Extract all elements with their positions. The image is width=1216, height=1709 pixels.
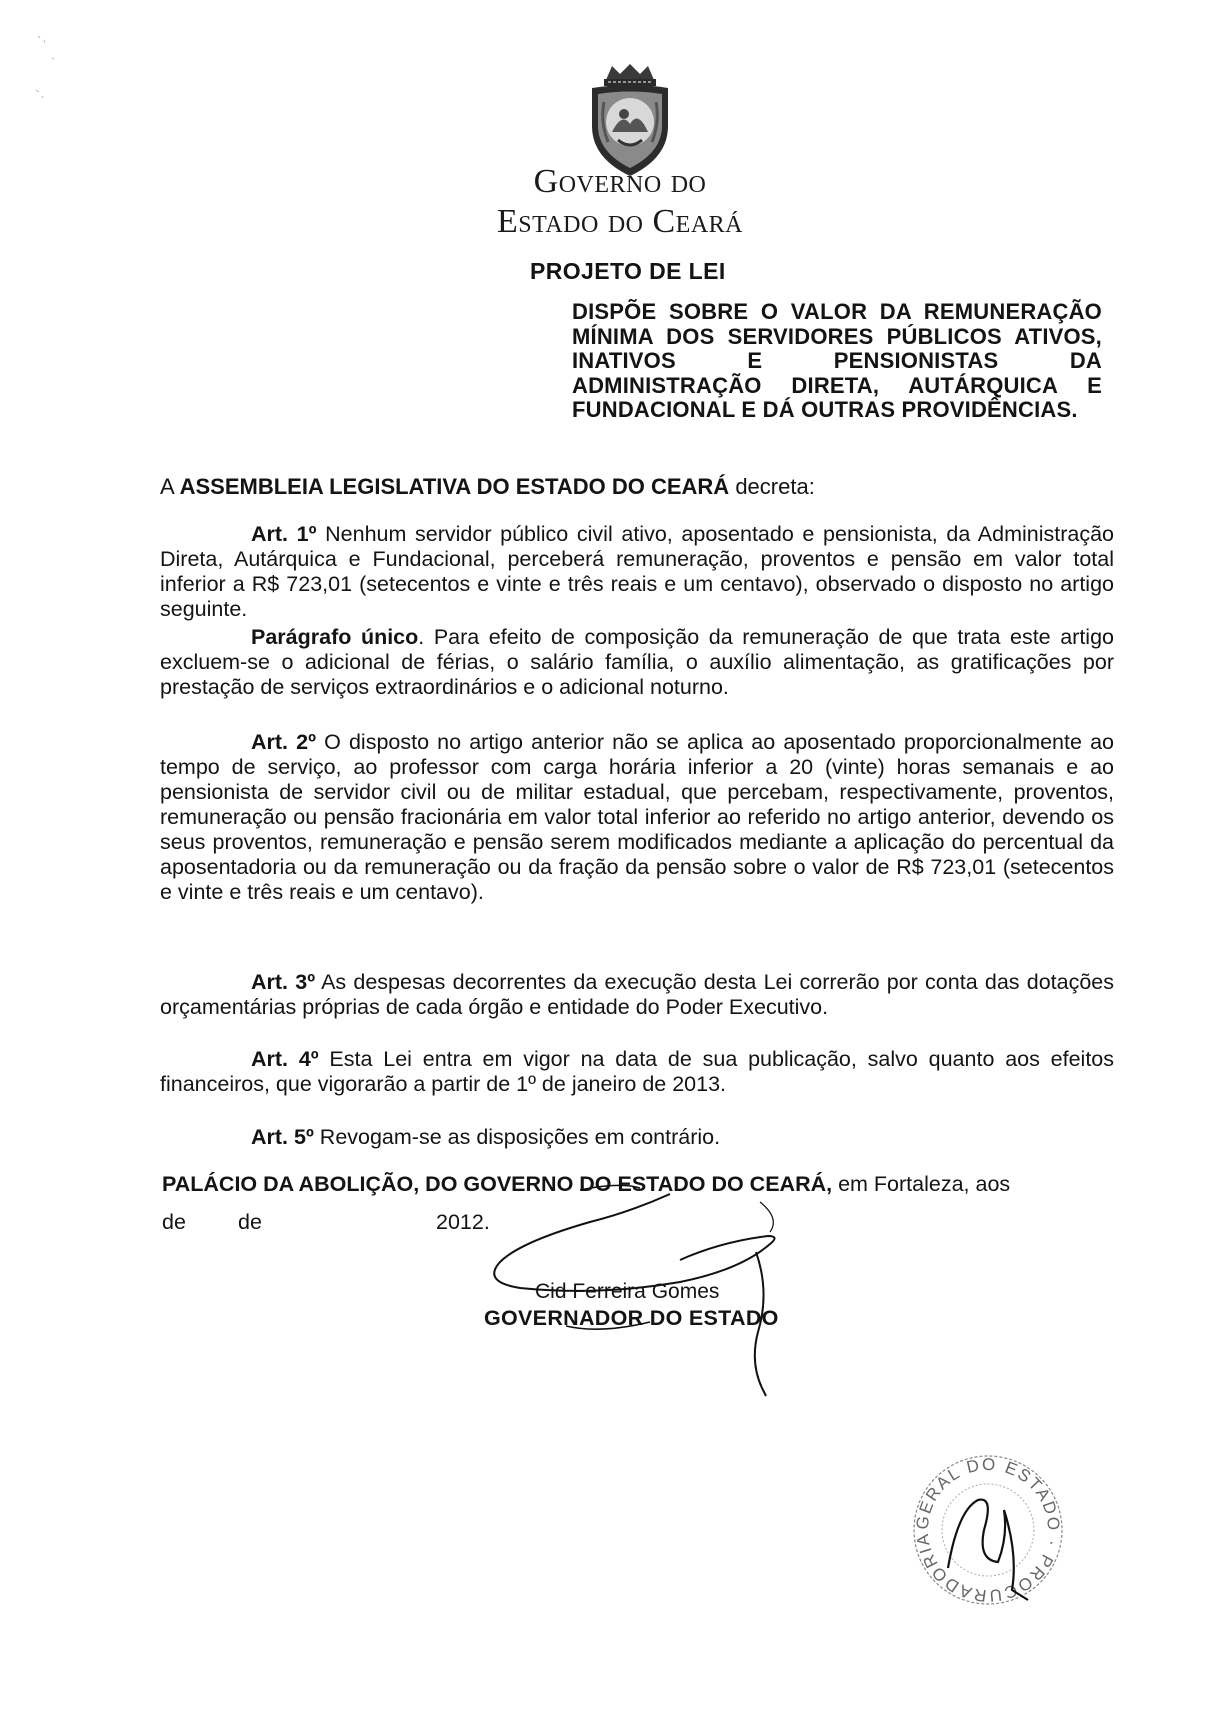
document-title: PROJETO DE LEI [530,258,726,284]
article-1-paragraph-label: Parágrafo único [251,625,419,649]
office-stamp-icon [908,1450,1068,1610]
article-1-text: Nenhum servidor público civil ativo, aposentado e pensionista, da Administração Direta, Autárquica e Fundacional, perceberá remuneração, proventos e pensão em valor total inferior a R$ 723,01 (setecentos e vinte e três reais e um centavo), observado o disposto no artigo seguinte. [160,522,1114,621]
government-name-line2: Estado do Ceará [496,203,744,241]
scan-artifact [30,30,70,110]
stamp-text: GERAL DO ESTADO · PROCURADORIA [912,1454,1064,1606]
bill-summary-line: DISPÕE SOBRE O VALOR DA REMUNERAÇÃO [572,299,1102,324]
closing-location: em Fortaleza, aos [832,1172,1011,1196]
enactment-prefix: A [160,474,180,499]
article-2 [160,730,1114,905]
enactment-clause [160,474,815,500]
bill-summary-line: INATIVOS E PENSIONISTAS DA [572,348,1102,373]
closing-palace: PALÁCIO DA ABOLIÇÃO, DO GOVERNO DO ESTADO DO CEARÁ, [162,1172,833,1196]
signer-role: GOVERNADOR DO ESTADO [484,1306,779,1330]
article-5-label: Art. 5º [251,1125,314,1149]
government-name-line1: Governo do [533,163,707,200]
government-name [470,162,770,242]
date-de-1: de [162,1210,186,1234]
enactment-body: ASSEMBLEIA LEGISLATIVA DO ESTADO DO CEARÁ [179,474,730,499]
handwritten-signature-icon [480,1182,840,1404]
signer-name: Cid Ferreira Gomes [535,1280,720,1303]
article-4 [160,1047,1114,1097]
bill-summary-line: MÍNIMA DOS SERVIDORES PÚBLICOS ATIVOS, [572,323,1102,349]
article-1-paragraph [160,625,1114,700]
bill-summary-line: ADMINISTRAÇÃO DIRETA, AUTÁRQUICA E [572,372,1102,398]
article-3 [160,970,1114,1020]
svg-text:GERAL DO ESTADO · PROCURADORIA [913,1455,1064,1606]
article-1 [160,522,1114,622]
article-5 [160,1125,1114,1150]
article-3-label: Art. 3º [251,970,316,994]
article-2-text: O disposto no artigo anterior não se aplica ao aposentado proporcionalmente ao tempo de serviço, ao professor com carga horária inferior a 20 (vinte) horas semanais e ao pensionista de servidor civil ou de militar estadual, que percebam, respectivamente, proventos, remuneração ou pensão fracionária em valor total inferior ao referido no artigo anterior, devendo os seus proventos, remuneração e pensão serem modificados mediante a aplicação do percentual da aposentadoria ou da remuneração ou da fração da pensão sobre o valor de R$ 723,01 (setecentos e vinte e três reais e um centavo). [160,730,1114,904]
date-year: 2012. [436,1210,490,1234]
bill-summary [572,300,1102,423]
bill-summary-line: FUNDACIONAL E DÁ OUTRAS PROVIDÊNCIAS. [572,397,1078,422]
article-1-label: Art. 1º [251,522,317,546]
article-2-label: Art. 2º [251,730,316,754]
article-4-text: Esta Lei entra em vigor na data de sua publicação, salvo quanto aos efeitos financeiros, que vigorarão a partir de 1º de janeiro de 2013. [160,1047,1114,1096]
article-1-paragraph-text: . Para efeito de composição da remuneração de que trata este artigo excluem-se o adicional de férias, o salário família, o auxílio alimentação, as gratificações por prestação de serviços extraordinários e o adicional noturno. [160,625,1114,699]
article-5-text: Revogam-se as disposições em contrário. [313,1125,721,1149]
date-de-2: de [238,1210,262,1234]
enactment-suffix: decreta: [729,474,815,499]
article-4-label: Art. 4º [251,1047,319,1071]
article-3-text: As despesas decorrentes da execução desta Lei correrão por conta das dotações orçamentárias próprias de cada órgão e entidade do Poder Executivo. [160,970,1115,1019]
